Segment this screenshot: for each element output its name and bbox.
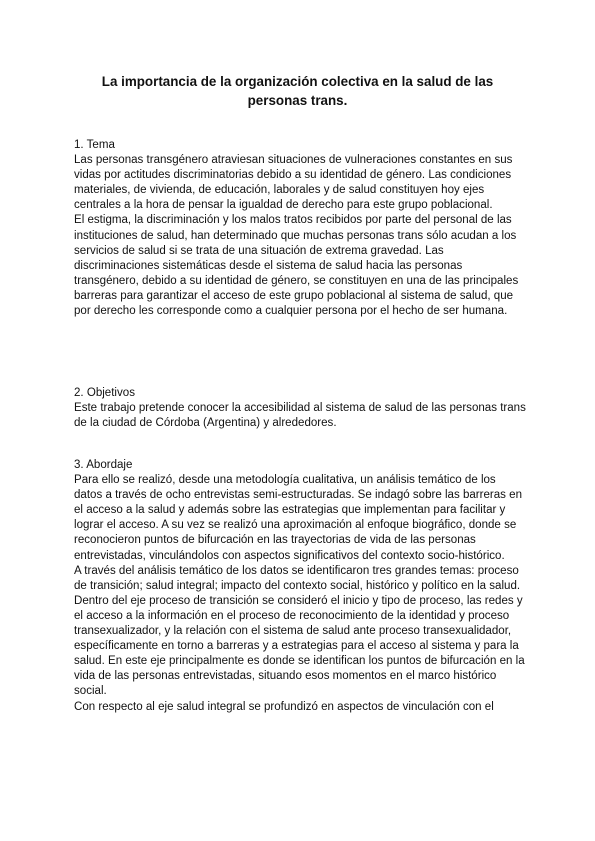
paragraph: Para ello se realizó, desde una metodología cualitativa, un análisis temático de los datos a través de ocho entrevistas semi-estructuradas. Se indagó sobre las barreras en el acceso a la salud y además sobre las estrategias que implementan para facilitar y lograr el acceso. A su vez se realizó una aproximación al enfoque biográfico, donde se reconocieron puntos de bifurcación en las trayectorias de vida de las personas entrevistadas, vinculándolos con aspectos significativos del contexto socio-histórico.: [74, 474, 523, 562]
section-abordaje: [74, 458, 526, 715]
section-heading-abordaje: 3. Abordaje: [74, 459, 133, 471]
paragraph: Con respecto al eje salud integral se profundizó en aspectos de vinculación con el: [74, 700, 494, 713]
section-objetivos: [74, 386, 526, 431]
paragraph: Las personas transgénero atraviesan situaciones de vulneraciones constantes en sus vidas por actitudes discriminatorias debido a su identidad de género. Las condiciones materiales, de vivienda, de educación, laborales y de salud constituyen hoy ejes centrales a la hora de pensar la igualdad de derecho para este grupo poblacional.: [74, 154, 513, 212]
paragraph: Este trabajo pretende conocer la accesibilidad al sistema de salud de las personas trans de la ciudad de Córdoba (Argentina) y alrededores.: [74, 402, 526, 430]
paragraph: Dentro del eje proceso de transición se consideró el inicio y tipo de proceso, las redes y el acceso a la información en el proceso de reconocimiento de la identidad y proceso transexualizador, y la relación con el sistema de salud ante proceso transexualidador, específicamente en torno a barreras y a estrategias para el acceso al sistema y para la salud. En este eje principalmente es donde se identifican los puntos de bifurcación en la vida de las personas entrevistadas, situando esos momentos en el marco histórico social.: [74, 594, 525, 698]
section-tema: [74, 138, 526, 319]
paragraph: El estigma, la discriminación y los malos tratos recibidos por parte del personal de las instituciones de salud, han determinado que muchas personas trans sólo acudan a los servicios de salud si se trata de una situación de extrema gravedad. Las discriminaciones sistemáticas desde el sistema de salud hacia las personas transgénero, debido a su identidad de género, se constituyen en una de las principales barreras para garantizar el acceso de este grupo poblacional al sistema de salud, que por derecho les corresponde como a cualquier persona por el hecho de ser humana.: [74, 214, 519, 318]
document-title: La importancia de la organización colectiva en la salud de las personas trans.: [101, 74, 494, 108]
section-heading-tema: 1. Tema: [74, 139, 115, 151]
paragraph: A través del análisis temático de los datos se identificaron tres grandes temas: proceso de transición; salud integral; impacto del contexto social, histórico y político en la salud.: [74, 564, 521, 592]
section-heading-objetivos: 2. Objetivos: [74, 387, 135, 399]
